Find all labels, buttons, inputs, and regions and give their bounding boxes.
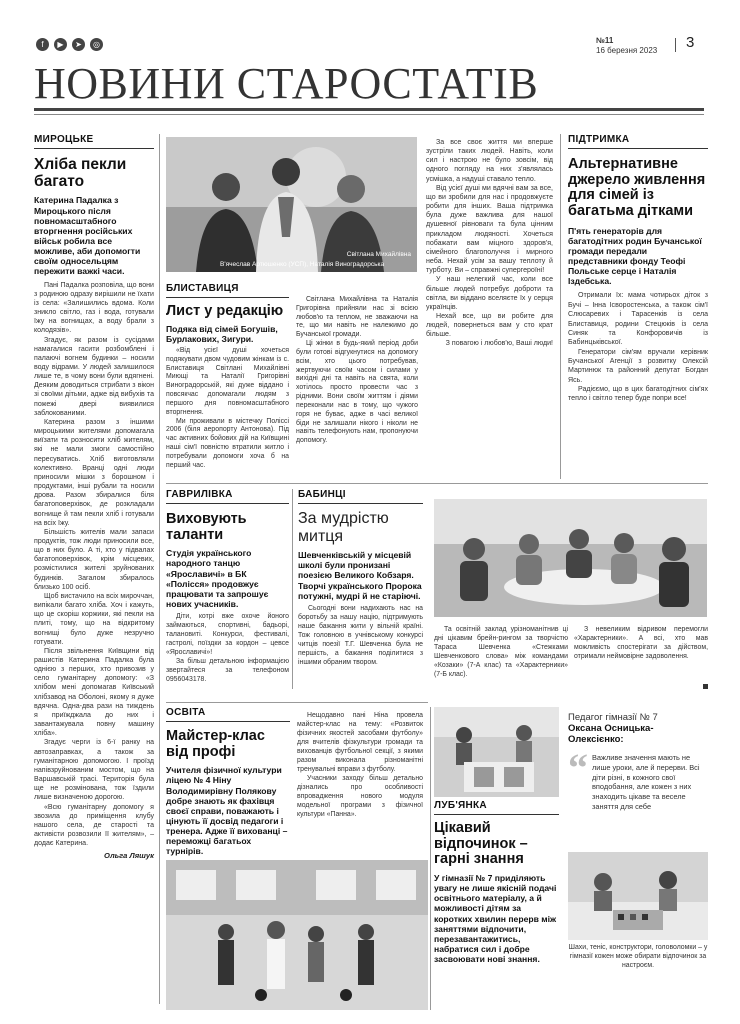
article-body [34,281,154,849]
paragraph: З повагою і любов'ю, Ваші люди! [445,340,553,348]
lead: Подяка від сімей Богушів, Бурлакових, Зигури. [166,323,278,344]
issue-number: №11 [596,36,614,45]
headline: Лист у редакцію [166,303,284,319]
header-divider [675,38,676,52]
page-title: НОВИНИ СТАРОСТАТІВ [34,59,539,108]
telegram-icon[interactable]: ➤ [72,38,85,51]
paragraph: У наш нелегкий час, коли все більше людей потребує доброти та світла, ви віддано вселяєте їх у серця українців. [426,276,553,311]
title-rule [34,108,704,111]
quote-text: Важливе значення мають не лише уроки, але й перерви. Всі діти різні, в кожного свої вподобання, але кожен з них знаходить цікаве та веселе заняття для себе [592,753,700,811]
article-body [298,605,423,668]
title-rule-thin [34,114,704,115]
paragraph: Сьогодні вони надихають нас на боротьбу за нашу націю, підтримують наше бажання жити у вільній країні. Тож головною в учнівському конкурсі читців поезії Т.Г. Шевченка була не першість, а бажання поділитися з іншими обраним твором. [298,604,423,666]
lead: Учителя фізичної культури ліцею № 4 Ніну Володимирівну Полякову добре знають як фахівця своєї справи, поважають і цінують її досвід педагоги і тренера. Адже її вихованці – переможці багатьох турнірів. [166,765,288,857]
headline: Майстер-клас від профі [166,728,265,760]
article-body [166,613,289,685]
page-number: 3 [686,34,695,51]
paragraph: Ми проживали в містечку Поліссі 2006 (біля аеропорту Антонова). Під час активних бойових дій на Київщині наші сім'ї повністю втратили житло і потребували допомоги хоча б на перший час. [166,417,289,469]
youtube-icon[interactable]: ▶ [54,38,67,51]
section-label: ГАВРИЛІВКА [166,489,233,500]
paragraph: «Від усієї душі хочеться подякувати двом чудовим жінкам із с. Блиставиця Світлані Михайлівні Миющі та Наталії Григорівні Виноградорській, які дуже віддано і повсякчас допомагали людям з першого дня повномасштабного вторгнення. [166,346,289,416]
section-divider [166,702,428,703]
paragraph: Ці жінки в будь-який період доби були готові відгукнутися на допомогу всім, хто цього потребував, жертвуючи своїм часом і силами у вихідні дні та навіть на свята, коли хотілось просто провести час з рідними. Вони своїм життям і діями переконали нас в тому, що чужого горя не буває, адже в часі великої біди не залишали нікого і ніколи не навіть телефонують нам, пропонуючи допомогу. [296,340,418,445]
photo-image [166,860,428,1010]
paragraph: Радієємо, що в цих багатодітних сім'ях тепло і світло тепер буде попри все! [568,386,708,403]
photo-osvita-football [166,860,428,1010]
section-label: ПІДТРИМКА [568,134,630,145]
article-lubyanka [434,800,559,964]
lead: Катерина Падалка з Мироцького після повномасштабного вторгнення російських військ робила все можливе, аби допомогти своїм односельцям пережити важкі часи. [34,195,141,277]
lead: П'ять генераторів для багатодітних родин Бучанської громади передали представники фонду Теофі Польське серце і Наталія Іздебська. [568,225,702,287]
section-label: МИРОЦЬКЕ [34,134,94,145]
lead: Студія українського народного танцю «Ярославичі» в БК «Полісся» продовжує працювати та запрошує нових учасників. [166,548,269,610]
facebook-icon[interactable]: f [36,38,49,51]
author: Ольга Ляшук [104,851,154,861]
section-label: ЛУБ'ЯНКА [434,800,487,811]
column-divider [430,707,431,1010]
quote-content [568,745,708,812]
section-rule [166,503,289,504]
paragraph: Світлана Михайлівна та Наталія Григорівна прийняли нас зі всією любов'ю та теплом, не зважаючи на те, що ми навіть не належимо до Бучанської громади. [296,296,418,339]
end-mark [703,684,708,689]
paragraph: Щоб вистачило на всіх мироччан, випікали багато хліба. Хоч і кажуть, що це скоріш коржики, які пекли на плиті, тому, що на відкритому вогнищі було дуже незручно готувати. [34,592,154,646]
section-rule [298,503,423,504]
section-rule [568,148,708,149]
paragraph: Згадує, як разом із сусідами намагалися гасити розбомблені і палаючі вогнем будинки – носили воду відрами. У людей залишилося лише те, в чому вони були вдягнені. Деяким доводиться стрибати з вікон зі своїми дітьми, адже від вибухів та пожежі двері виявилися заблокованими. [34,336,154,417]
section-rule [166,297,289,298]
paragraph: За все своє життя ми вперше зустріли таких людей. Навіть, коли сил і настрою не було зовсім, від одного погляду на них з'являлась усмішка, а надуші ставало тепло. [426,139,553,183]
issue-info [596,36,657,56]
photo-image [434,499,707,617]
photo-babyntsi-students [434,499,707,617]
article-blystavytsia [166,283,289,471]
section-label: БАБИНЦІ [298,489,346,500]
photo-image [434,707,559,797]
paragraph: «Всю гуманітарну допомогу я звозила до приміщення клубу нашого села, де старості та активісти розвозили її жителям», – додає Катерина. [34,803,154,848]
paragraph: Генератори сім'ям вручали керівник Бучанської Агенції з розвитку Олексій Мартинюк та районний депутат Богдан Ясь. [568,348,708,384]
paragraph: Пані Падалка розповіла, що вони з родиною одразу вирішили не їхати із села: «Залишились вдома. Коли зникло світло, газ і вода, готували їжу на вогнищах, а воду брали з колодязів». [34,281,154,335]
paragraph: Учасники заходу більш детально дізнались про особливості впровадження нового модуля модельної програми з фізичної культури «Панна». [297,774,423,818]
section-rule [34,148,154,149]
paragraph: Та освітній заклад урізноманітнив ці дні цікавим брейн-рингом за творчістю Тараса Шевченка «Стежками Шевченкового слова» між командами «Козаки» (7-А клас) та «Характерники» (7-Б клас). [434,626,568,678]
article-body [297,712,423,820]
photo-caption: Світлана Михайлівна [346,251,411,258]
photo-lubyanka-games [568,852,708,940]
headline: Хліба пекли багато [34,156,127,190]
issue-date: 16 березня 2023 [596,46,658,55]
headline: Альтернативне джерело живлення для сімей із багатьма дітками [568,156,706,219]
paragraph: З невеликим відривом перемогли «Характерники». А всі, хто мав можливість спостерігати за дійством, отримали неймовірне задоволення. [574,626,708,660]
paragraph: Нехай все, що ви робите для людей, повернеться вам у сто крат більше. [426,312,553,339]
paragraph: Нещодавно пані Ніна провела майстер-клас на тему: «Розвиток фізичних якостей засобами футболу» для вчителів фізкультури громади та вихованців футбольної секції, з якими разом виконала різноманітні тренувальні вправи з футболу. [297,712,423,773]
social-icons [36,38,103,51]
article-osvita [166,707,290,857]
paragraph: Отримали їх: мама чотирьох діток з Бучі – Інна Ісворостенська, а також сім'ї Слюсаревих і Тарасенків із села Блиставиця, родини Стецюків із села Синяк та Конфоровичів із Бабинцьківської. [568,292,708,347]
photo-image [568,852,708,940]
headline: За мудрістю митця [298,510,389,545]
quote-box [568,712,708,812]
column-divider [292,489,293,689]
article-body-continued [574,626,708,662]
section-label: ОСВІТА [166,707,206,718]
section-rule [434,814,559,815]
section-label: БЛИСТАВИЦЯ [166,283,239,294]
article-body-continued [426,138,553,349]
article-body-continued [434,626,568,680]
lead: У гімназії № 7 приділяють увагу не лише якісній подачі освітнього матеріалу, а й можливості дітям за коротких хвилин перерв між заняттями відпочити, перезавантажитись, набратися сил і добре засвоювати нові знання. [434,872,557,965]
headline: Цікавий відпочинок – гарні знання [434,820,528,868]
column-divider [560,134,561,479]
paragraph: Згадує черги із 6-ї ранку на автозаправках, а також за гуманітарною допомогою. І проїзд напівзруйнованим мостом, що на Варшавській трасі. Територія була ще не розмінована, тож їздили лише визначеною дорогою. [34,739,154,802]
instagram-icon[interactable]: ◎ [90,38,103,51]
quote-mark-icon: “ [568,745,588,790]
article-babyntsi [298,489,423,668]
paragraph: Від усієї душі ми вдячні вам за все, що ви зробили для нас і продовжуєте робити для інших. Ваша підтримка була дуже важлива для нашої душевної рівноваги та була цінним прикладом людяності. Хочеться побажати вам міцного здоров'я, сімейного благополуччя і мирного неба. Нехай усім за вашу теплоту й турботу. Ви – справжні супергероїні! [426,184,553,275]
paragraph: За більш детальною інформацією звертайтеся за телефоном 0956043178. [166,658,289,683]
article-mirotske [34,134,154,860]
article-body [568,291,708,403]
photo-blystavytsia-people [166,137,417,272]
article-body-continued [296,296,418,446]
paragraph: Катерина разом з іншими мироцькими жителями допомагала виїзати та розносити хліб жителям, які не мали змоги самостійно пересуватись. Хліб виготовляли колективно. Вранці одні люди приносили мішки з борошном і продуктами, інші рубали та носили дрова. Разом збиралися біля багатоповерхівок, де розкладали вогнище й там пекли хліб і готували на всіх їжу. [34,418,154,527]
paragraph: Після звільнення Київщини від рашистів Катерина Падалка була однією з перших, хто привозив у село гуманітарну допомогу: «З хлібом мені допомагав Київський хлібзавод на Оболоні, якому я дуже вдячна. Одна-два рази на тиждень я приїжджала до них і завантажувала повну машину хліба». [34,647,154,738]
lead: Шевченківській у місцевій школі були пронизані поезією Великого Кобзаря. Творчі українського Пророка потужні, мудрі й не старіючі. [298,550,422,601]
section-divider [166,483,708,484]
article-pidtrymka [568,134,708,404]
article-body [166,347,289,471]
photo-caption: В'ячеслав Артюшенко (УСП), Наталія Виноградорська [220,261,385,268]
paragraph: Діти, котрі вже охоче йоного займаються, спортивні, бадьорі, талановиті. Конкурси, фестивалі, гастролі, поїздки за кордон – цевсе «Ярославичі»! [166,613,289,657]
photo-caption: Шахи, теніс, конструктори, головоломки – у гімназії кожен може обирати відпочинок за настроєм. [568,944,708,969]
article-havrylivka [166,489,289,685]
quote-heading: Педагог гімназії № 7 [568,712,658,723]
paragraph: Більшість жителів мали запаси продуктів, тож люди приносили все, що в них було. А ті, хто у підвалах багатоповерхівок, крім місцевих, розмістилися жителі зруйнованих будинків. Загалом збиралось близько 100 осіб. [34,528,154,591]
headline: Виховують таланти [166,511,247,543]
section-rule [166,721,290,722]
column-divider [159,134,160,1004]
photo-lubyanka-chess [434,707,559,797]
quote-author: Оксана Осницька-Олексієнко: [568,723,654,745]
